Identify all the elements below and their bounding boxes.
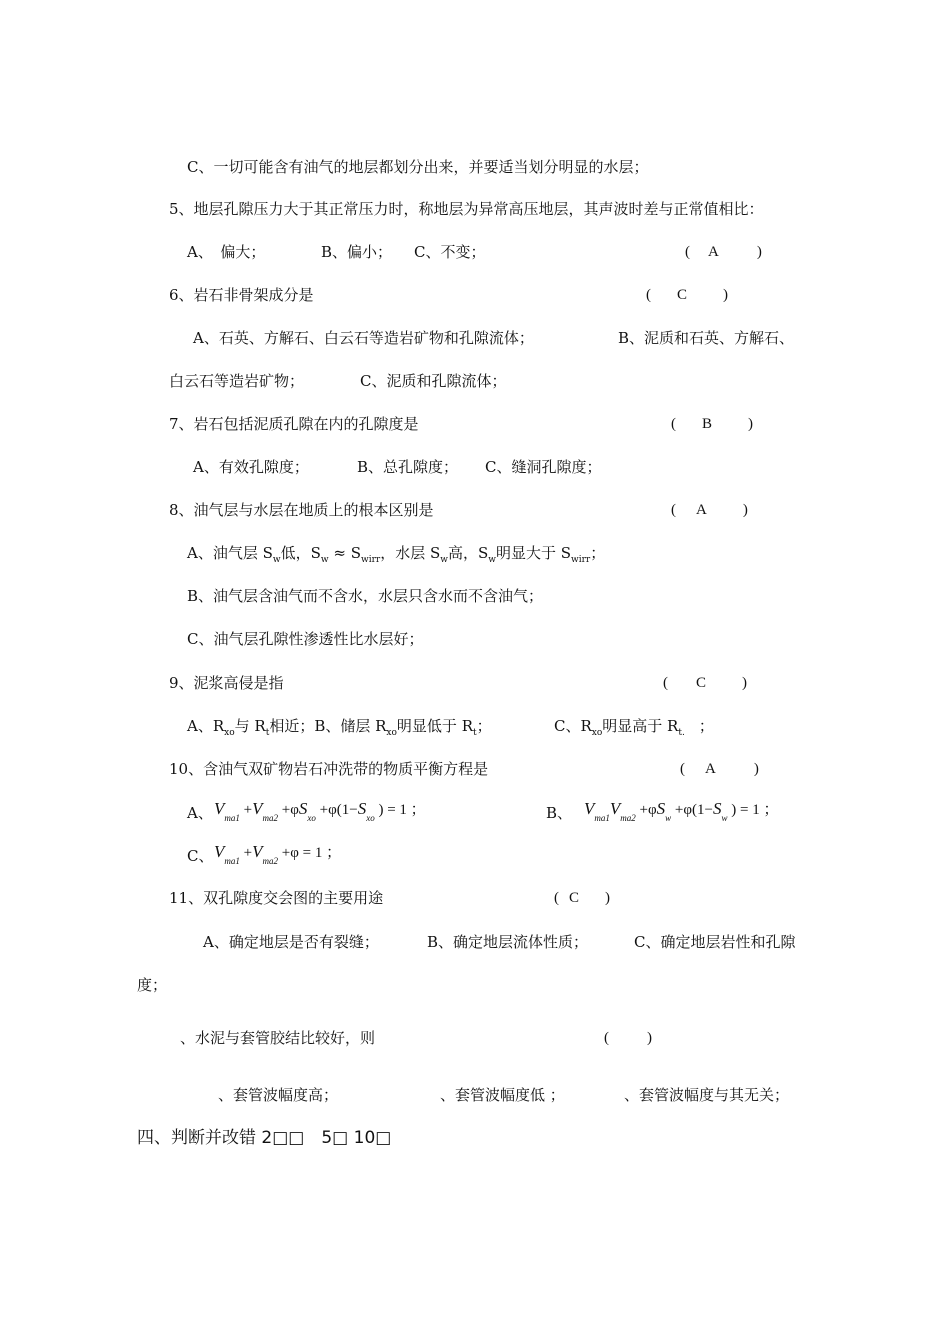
q7-answer: ( B ) [671, 416, 754, 432]
option-c-q4: C、一切可能含有油气的地层都划分出来，并要适当划分明显的水层； [187, 158, 649, 176]
question-8: 8、油气层与水层在地质上的根本区别是 [169, 501, 434, 519]
question-10: 10、含油气双矿物岩石冲洗带的物质平衡方程是 [169, 760, 489, 778]
question-11: 11、双孔隙度交会图的主要用途 [169, 889, 384, 907]
q7-option-c: C、缝洞孔隙度； [485, 458, 602, 476]
question-6: 6、岩石非骨架成分是 [169, 286, 314, 304]
q12-option-c: 、套管波幅度与其无关； [624, 1086, 790, 1104]
q6-answer: ( C ) [646, 287, 729, 303]
q5-option-a: A、 偏大； [187, 243, 266, 261]
q10-option-a-label: A、 [187, 804, 213, 822]
question-12: 、水泥与套管胶结比较好，则 [180, 1029, 376, 1047]
q10-formula-b: $V_{ma1}V_{ma2} +\varphi S_w +\varphi(1-S_w$ ) = 1 ； [584, 799, 779, 823]
q8-option-a: A、油气层 $S_w$低，$S_w \approx S_{wirr}$，水层 $S_w$高，$S_w$明显大于 $S_{wirr}$； [187, 544, 606, 565]
section-heading: 四、判断并改错 2□□ 5□ 10□ [137, 1128, 392, 1148]
q5-answer: ( A ) [685, 244, 762, 260]
question-9: 9、泥浆高侵是指 [169, 674, 284, 692]
q8-answer: ( A ) [671, 502, 748, 518]
question-5: 5、地层孔隙压力大于其正常压力时，称地层为异常高压地层，其声波时差与正常值相比： [169, 200, 764, 218]
q11-option-c: C、确定地层岩性和孔隙 [634, 933, 796, 951]
q8-option-b: B、油气层含油气而不含水，水层只含水而不含油气； [187, 587, 544, 605]
q6-option-a: A、石英、方解石、白云石等造岩矿物和孔隙流体； [193, 329, 534, 347]
q6-option-c: C、泥质和孔隙流体； [360, 372, 507, 390]
q11-option-b: B、确定地层流体性质； [427, 933, 589, 951]
q6-option-b: B、泥质和石英、方解石、 [618, 329, 795, 347]
q11-answer: ( C ) [554, 890, 611, 906]
q10-formula-a: $V_{ma1} +V_{ma2} +\varphi S_{xo} +\varphi(1-S_{xo}$ ) = 1 ； [214, 799, 426, 823]
q9-option-ab: A、$R_{xo}$与 $R_t$相近；B、储层 $R_{xo}$明显低于 $R_t$； [187, 717, 492, 738]
q12-option-a: 、套管波幅度高； [218, 1086, 339, 1104]
q12-answer: ( ) [604, 1030, 652, 1046]
q10-option-c-label: C、 [187, 847, 214, 865]
q10-answer: ( A ) [680, 761, 759, 777]
q11-option-c-cont: 度； [137, 976, 168, 994]
q8-option-c: C、油气层孔隙性渗透性比水层好； [187, 630, 424, 648]
q12-option-b: 、套管波幅度低 ； [440, 1086, 565, 1104]
q10-formula-c: $V_{ma1} +V_{ma2} +\varphi = 1$ ； [214, 842, 342, 866]
q11-option-a: A、确定地层是否有裂缝； [203, 933, 379, 951]
q7-option-a: A、有效孔隙度； [193, 458, 309, 476]
q5-option-c: C、不变； [414, 243, 486, 261]
q7-option-b: B、总孔隙度； [357, 458, 459, 476]
q9-answer: ( C ) [663, 675, 748, 691]
q10-option-b-label: B、 [546, 804, 573, 822]
question-7: 7、岩石包括泥质孔隙在内的孔隙度是 [169, 415, 419, 433]
q6-option-b-cont: 白云石等造岩矿物； [169, 372, 305, 390]
q9-option-c: C、$R_{xo}$明显高于 $R_{t.}$ ； [554, 717, 714, 738]
q5-option-b: B、偏小； [321, 243, 393, 261]
